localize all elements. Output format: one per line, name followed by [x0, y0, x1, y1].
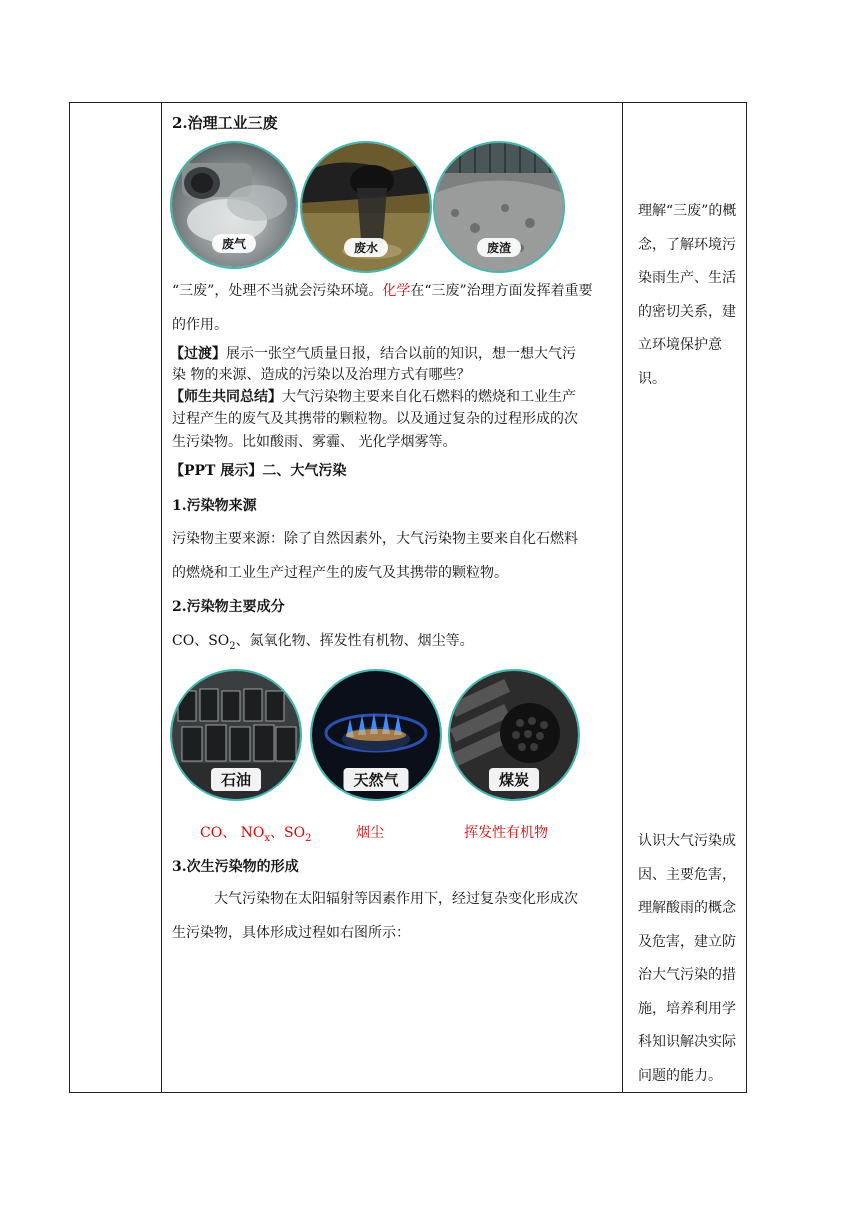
wastewater-label: 废水 [344, 238, 388, 257]
coal-label: 煤炭 [489, 768, 539, 791]
subscript: 2 [305, 832, 312, 844]
source-title: 1.污染物来源 [172, 498, 257, 514]
lesson-table [69, 102, 747, 1093]
column-divider [161, 103, 162, 1092]
text-span: “三废”，处理不当就会污染环境。 [172, 283, 383, 299]
source-text-line1: 污染物主要来源：除了自然因素外，大气污染物主要来自化石燃料 [172, 531, 578, 547]
natural-gas-label: 天然气 [343, 768, 408, 791]
oil-pollutants [200, 823, 311, 849]
text-span: CO、SO [172, 633, 230, 649]
text-span: 、氮氧化物、挥发性有机物、烟尘等。 [235, 633, 474, 649]
oil-image [170, 669, 302, 801]
summary-line2: 过程产生的废气及其携带的颗粒物。以及通过复杂的过程形成的次 [172, 411, 578, 427]
natural-gas-image [310, 669, 442, 801]
text-span: CO、 NO [200, 825, 265, 841]
secondary-title: 3.次生污染物的形成 [172, 859, 299, 875]
exhaust-gas-image [170, 141, 298, 269]
waste-slag-label: 废渣 [477, 238, 521, 257]
text-span: 展示一张空气质量日报，结合以前的知识，想一想大气污 [226, 346, 576, 362]
coal-pollutants: 挥发性有机物 [464, 825, 548, 841]
text-span: 、SO [270, 825, 306, 841]
main-content-column [170, 103, 622, 1092]
chemistry-highlight: 化学 [382, 283, 411, 299]
secondary-text-line2: 生污染物，具体形成过程如右图所示： [172, 925, 410, 941]
summary-line3: 生污染物。比如酸雨、雾霾、 光化学烟雾等。 [172, 434, 457, 450]
ppt-heading: 【PPT 展示】二、大气污染 [170, 463, 347, 479]
three-wastes-paragraph-line1 [172, 281, 593, 301]
summary-tag: 【师生共同总结】 [170, 389, 282, 405]
subscript: 2 [229, 640, 236, 652]
objective-column [630, 103, 742, 1092]
oil-label: 石油 [211, 768, 261, 791]
gas-pollutants: 烟尘 [356, 825, 384, 841]
coal-image [448, 669, 580, 801]
summary-line1 [170, 387, 576, 407]
transition-line2: 染 物的来源、造成的污染以及治理方式有哪些？ [172, 367, 471, 383]
text-span: 在“三废”治理方面发挥着重要 [410, 283, 593, 299]
subscript: x [264, 832, 271, 844]
components-text [172, 631, 474, 657]
transition-line1 [170, 344, 576, 364]
waste-slag-image [433, 141, 565, 273]
exhaust-gas-label: 废气 [212, 234, 256, 253]
three-wastes-paragraph-line2: 的作用。 [172, 317, 228, 333]
components-title: 2.污染物主要成分 [172, 599, 285, 615]
wastewater-image [300, 141, 432, 273]
section-title-three-wastes: 2.治理工业三废 [172, 114, 278, 132]
column-divider [622, 103, 623, 1092]
objective-note-1: 理解“三废”的概念，了解环境污染雨生产、生活的密切关系，建立环境保护意识。 [638, 203, 737, 387]
secondary-text-line1: 大气污染物在太阳辐射等因素作用下，经过复杂变化形成次 [214, 891, 578, 907]
text-span: 大气污染物主要来自化石燃料的燃烧和工业生产 [282, 389, 576, 405]
transition-tag: 【过渡】 [170, 346, 226, 362]
source-text-line2: 的燃烧和工业生产过程产生的废气及其携带的颗粒物。 [172, 565, 508, 581]
objective-note-2: 认识大气污染成因、主要危害，理解酸雨的概念及危害，建立防治大气污染的措施，培养利用学科知识解决实际问题的能力。 [638, 833, 736, 1084]
